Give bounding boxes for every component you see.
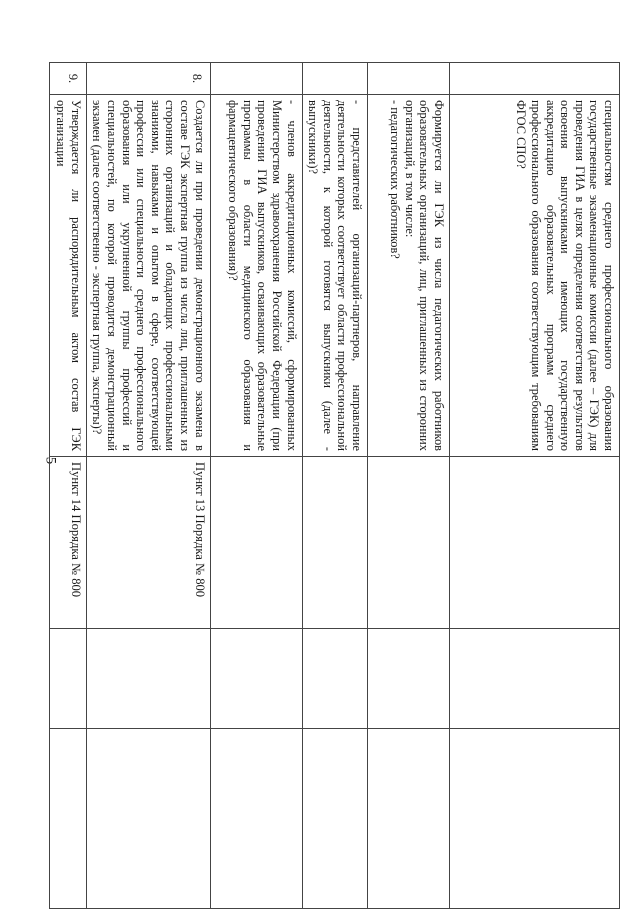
row-number	[368, 63, 450, 95]
note-cell	[368, 729, 450, 909]
question-cell: - представителей организаций-партнеров, направление деятельности которых соответствует области профессиональной деятельности, к которой готовятся выпускники (далее - выпускники)?	[302, 95, 367, 457]
table-row	[302, 63, 367, 909]
checklist-table-container	[54, 62, 620, 908]
reference-cell	[368, 457, 450, 629]
table-row	[368, 63, 450, 909]
row-number	[210, 63, 302, 95]
row-number: 8.	[86, 63, 210, 95]
reference-cell	[302, 457, 367, 629]
question-cell: Создается ли при проведении демонстрационного экзамена в составе ГЭК экспертная группа из числа лиц, приглашенных из сторонних организаций и обладающих профессиональными знаниями, навыками и опытом в сфере, соответствующей профессии или специальности среднего профессионального образования или укрупненной группы профессий и специальностей, по которой проводится демонстрационный экзамен (далее соответственно - экспертная группа, эксперты)?	[86, 95, 210, 457]
answer-cell	[368, 629, 450, 729]
note-cell	[50, 729, 86, 909]
reference-cell: Пункт 14 Порядка № 800	[50, 457, 86, 629]
row-number	[450, 63, 620, 95]
answer-cell	[86, 629, 210, 729]
table-row	[50, 63, 86, 909]
row-number	[302, 63, 367, 95]
reference-cell	[450, 457, 620, 629]
answer-cell	[302, 629, 367, 729]
question-cell: Формируется ли ГЭК из числа педагогических работников образовательных организаций, лиц, приглашенных из сторонних организаций, в том числе: - педагогических работников?	[368, 95, 450, 457]
answer-cell	[450, 629, 620, 729]
reference-cell: Пункт 13 Порядка № 800	[86, 457, 210, 629]
question-cell: Утверждается ли распорядительным актом состав ГЭК организации	[50, 95, 86, 457]
row-number: 9.	[50, 63, 86, 95]
page-number: 5	[42, 456, 59, 465]
answer-cell	[210, 629, 302, 729]
reference-cell	[210, 457, 302, 629]
note-cell	[450, 729, 620, 909]
table-row	[210, 63, 302, 909]
table-row	[450, 63, 620, 909]
note-cell	[210, 729, 302, 909]
checklist-table	[49, 62, 620, 909]
question-cell: специальностям среднего профессионального образования государственные экзаменационные комиссии (далее – ГЭК) для проведения ГИА в целях определения соответствия результатов освоения выпускниками имеющих государственную аккредитацию образовательных программ среднего профессионального образования соответствующим требованиям ФГОС СПО?	[450, 95, 620, 457]
answer-cell	[50, 629, 86, 729]
table-row	[86, 63, 210, 909]
question-cell: - членов аккредитационных комиссий, сформированных Министерством здравоохранения Российской Федерации (при проведении ГИА выпускников, осваивающих образовательные программы в области медицинского образования и фармацевтического образования)?	[210, 95, 302, 457]
table-body	[50, 63, 620, 909]
note-cell	[86, 729, 210, 909]
note-cell	[302, 729, 367, 909]
